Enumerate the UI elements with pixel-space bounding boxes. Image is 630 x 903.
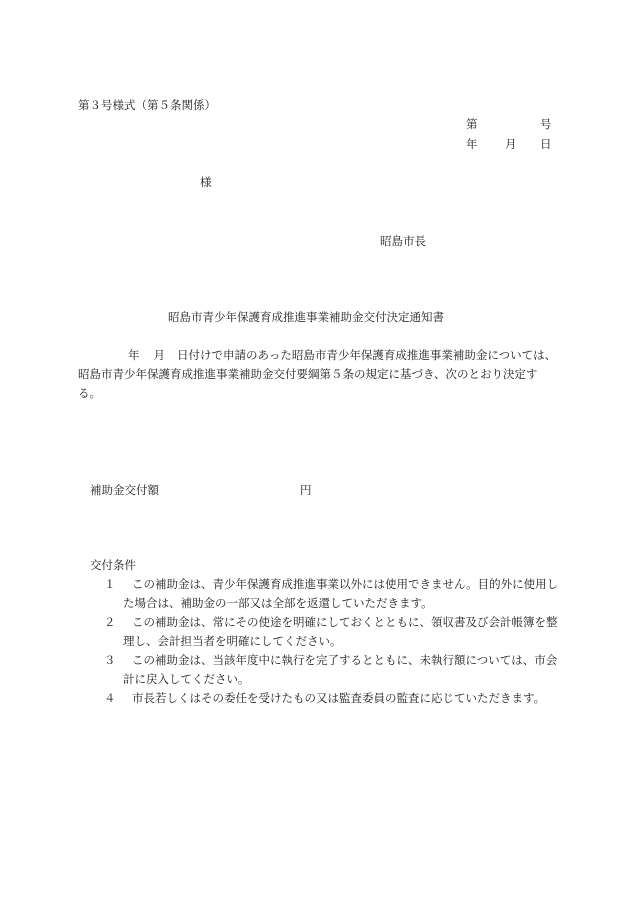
condition-number: ３ (104, 653, 116, 667)
addressee-honorific: 様 (200, 175, 212, 189)
condition-text: この補助金は、青少年保護育成推進事業以外には使用できません。目的外に使用した場合は、補助金の一部又は全部を返還していただきます。 (123, 577, 559, 610)
date-year: 年 (466, 137, 478, 151)
body-paragraph (78, 346, 558, 403)
form-label: 第３号様式（第５条関係） (78, 98, 216, 112)
condition-text: 市長若しくはその委任を受けたもの又は監査委員の監査に応じていただきます。 (132, 691, 546, 705)
issuer-name: 昭島市長 (380, 234, 426, 248)
condition-text: この補助金は、常にその使途を明確にしておくとともに、領収書及び会計帳簿を整理し、会計担当者を明確にしてください。 (123, 615, 558, 648)
condition-item (90, 613, 560, 651)
condition-item (90, 575, 560, 613)
condition-number: ２ (104, 615, 116, 629)
condition-item (90, 651, 560, 689)
date-month: 月 (505, 137, 517, 151)
document-number-prefix: 第 (466, 117, 478, 131)
conditions-heading: 交付条件 (90, 558, 136, 572)
body-year: 年 (128, 348, 140, 362)
conditions-list (90, 575, 560, 708)
date-day: 日 (540, 137, 552, 151)
subsidy-amount-unit: 円 (300, 483, 312, 497)
body-text: 日付けで申請のあった昭島市青少年保護育成推進事業補助金については、昭島市青少年保護育成推進事業補助金交付要綱第５条の規定に基づき、次のとおり決定する。 (78, 348, 557, 400)
condition-text: この補助金は、当該年度中に執行を完了するとともに、未執行額については、市会計に戻入してください。 (123, 653, 558, 686)
condition-number: １ (104, 577, 116, 591)
document-number-suffix: 号 (540, 117, 552, 131)
subsidy-amount-label: 補助金交付額 (90, 483, 159, 497)
condition-number: ４ (104, 691, 116, 705)
condition-item (90, 689, 560, 708)
body-month: 月 (153, 348, 165, 362)
document-title: 昭島市青少年保護育成推進事業補助金交付決定通知書 (168, 310, 444, 324)
